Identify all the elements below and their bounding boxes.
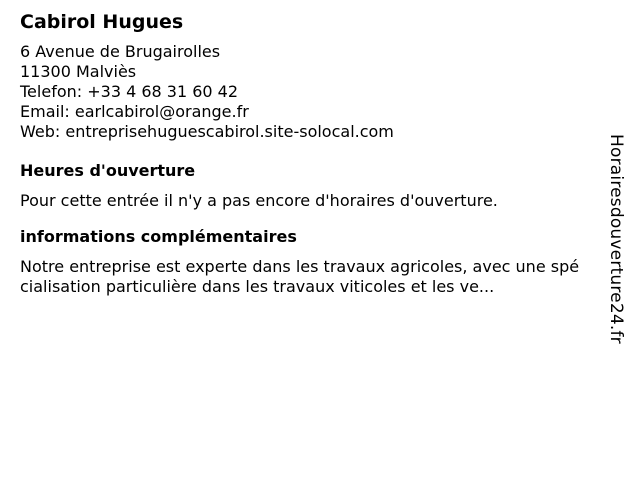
opening-hours-heading: Heures d'ouverture xyxy=(20,161,196,180)
additional-info-heading: informations complémentaires xyxy=(20,227,297,246)
site-watermark: Horairesdouverture24.fr xyxy=(606,134,626,344)
business-name: Cabirol Hugues xyxy=(20,11,184,33)
postal-city: 11300 Malviès xyxy=(20,62,137,81)
phone-line[interactable]: Telefon: +33 4 68 31 60 42 xyxy=(20,82,239,101)
opening-hours-text: Pour cette entrée il n'y a pas encore d'horaires d'ouverture. xyxy=(20,191,498,210)
street-address: 6 Avenue de Brugairolles xyxy=(20,42,221,61)
web-line[interactable]: Web: entreprisehuguescabirol.site-solocal.com xyxy=(20,122,394,141)
email-line[interactable]: Email: earlcabirol@orange.fr xyxy=(20,102,249,121)
additional-info-text: Notre entreprise est experte dans les travaux agricoles, avec une spécialisation particulière dans les travaux viticoles et les ve... xyxy=(20,257,580,296)
business-card xyxy=(20,9,590,297)
